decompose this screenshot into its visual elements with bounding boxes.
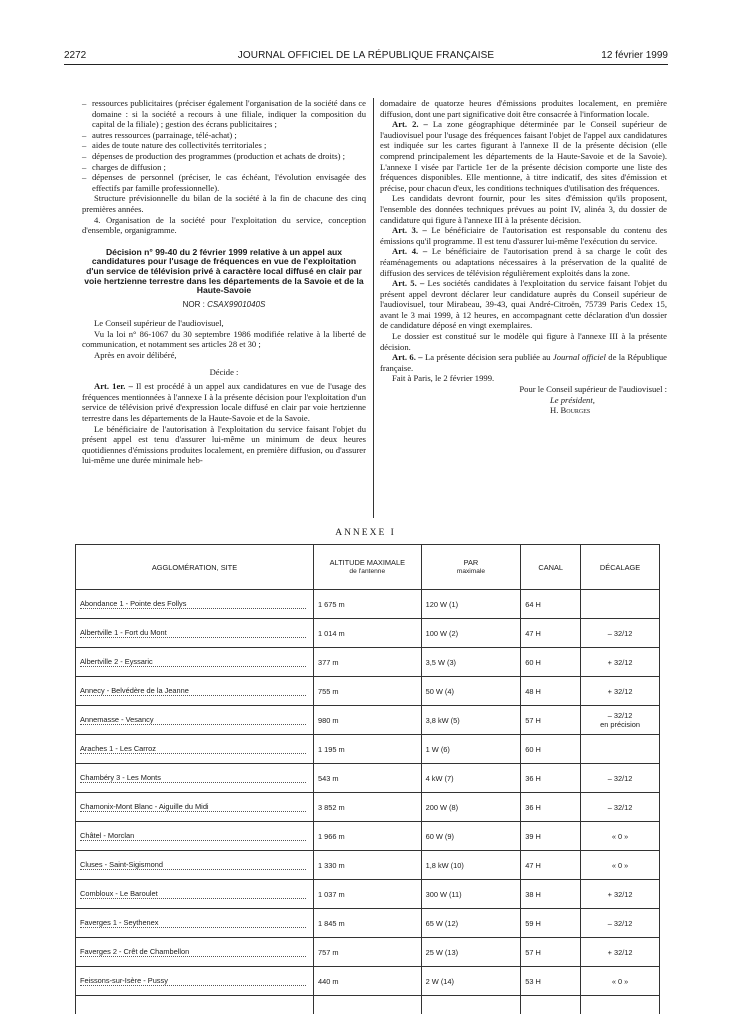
right-column xyxy=(380,98,667,416)
decalage-cell: – 32/12 xyxy=(581,793,660,822)
site-cell: Chambéry 3 - Les Monts xyxy=(76,764,314,793)
altitude-cell: 1 675 m xyxy=(313,590,421,619)
table-row xyxy=(76,764,660,793)
apres-line: Après en avoir délibéré, xyxy=(82,350,366,361)
canal-cell: 57 H xyxy=(521,706,581,735)
table-row xyxy=(76,735,660,764)
list-item: – aides de toute nature des collectivités territoriales ; xyxy=(82,140,366,151)
altitude-cell: 377 m xyxy=(313,648,421,677)
table-row xyxy=(76,967,660,996)
empty-cell xyxy=(76,996,314,1014)
canal-cell: 64 H xyxy=(521,590,581,619)
journal-title: JOURNAL OFFICIEL DE LA RÉPUBLIQUE FRANÇAISE xyxy=(64,50,668,61)
article-label: Art. 4. – xyxy=(392,246,427,256)
site-cell: Faverges 2 - Crêt de Chambellon xyxy=(76,938,314,967)
annex-table xyxy=(75,544,660,1014)
par-cell: 25 W (13) xyxy=(421,938,521,967)
canal-cell: 36 H xyxy=(521,793,581,822)
signature-line: Pour le Conseil supérieur de l'audiovisuel : xyxy=(380,384,667,395)
altitude-cell: 1 966 m xyxy=(313,822,421,851)
site-cell: Châtel - Morclan xyxy=(76,822,314,851)
article-2-paragraph-2: Les candidats devront fournir, pour les sites d'émission qu'ils proposent, l'ensemble des données techniques prévues au point IV, alinéa 3, du dossier de candidature qui figure à l'annexe III à la présente décision. xyxy=(380,193,667,225)
table-row xyxy=(76,909,660,938)
par-cell: 1,8 kW (10) xyxy=(421,851,521,880)
site-cell: Annemasse - Vesancy xyxy=(76,706,314,735)
decide-line: Décide : xyxy=(82,367,366,378)
site-cell: Abondance 1 - Pointe des Follys xyxy=(76,590,314,619)
altitude-cell: 1 845 m xyxy=(313,909,421,938)
altitude-cell: 757 m xyxy=(313,938,421,967)
continued-paragraph: domadaire de quatorze heures d'émissions produites localement, en première diffusion, dont une part significative doit être consacrée à l'information locale. xyxy=(380,98,667,119)
altitude-cell: 1 195 m xyxy=(313,735,421,764)
table-row xyxy=(76,706,660,735)
empty-cell xyxy=(313,996,421,1014)
par-cell: 3,8 kW (5) xyxy=(421,706,521,735)
par-cell: 50 W (4) xyxy=(421,677,521,706)
altitude-cell: 1 330 m xyxy=(313,851,421,880)
article-1: Art. 1er. – Il est procédé à un appel aux candidatures en vue de l'usage des fréquences mentionnées à l'annexe I à la présente décision pour l'exploitation d'un service de télévision privé d'expression locale diffusé en clair par voie hertzienne terrestre dans les départements de la Haute-Savoie et de la Savoie. xyxy=(82,381,366,423)
site-cell: Albertville 1 - Fort du Mont xyxy=(76,619,314,648)
page-header xyxy=(64,50,668,64)
decalage-cell: « 0 » xyxy=(581,822,660,851)
site-cell: Feissons-sur-Isère - Pussy xyxy=(76,967,314,996)
list-item: – charges de diffusion ; xyxy=(82,162,366,173)
canal-cell: 57 H xyxy=(521,938,581,967)
list-item: – dépenses de production des programmes (production et achats de droits) ; xyxy=(82,151,366,162)
canal-cell: 36 H xyxy=(521,764,581,793)
article-label: Art. 6. – xyxy=(392,352,423,362)
article-6: Art. 6. – La présente décision sera publiée au Journal officiel de la République française. xyxy=(380,352,667,373)
table-row xyxy=(76,822,660,851)
altitude-cell: 543 m xyxy=(313,764,421,793)
header-altitude: ALTITUDE MAXIMALE de l'antenne xyxy=(313,545,421,590)
par-cell: 4 kW (7) xyxy=(421,764,521,793)
annex-title: ANNEXE I xyxy=(0,528,731,538)
article-2: Art. 2. – La zone géographique déterminée par le Conseil supérieur de l'audiovisuel pour l'usage des fréquences faisant l'objet de l'appel aux candidatures est indiquée sur les cartes figurant à l'annexe II de la présente décision (elle comprend principalement les départements de la Haute-Savoie et de la Savoie). L'annexe I visée par l'article 1er de la présente décision comporte une liste des fréquences disponibles. Elle mentionne, à titre indicatif, des sites d'émission et précise, pour chacun d'eux, les conditions techniques d'utilisation des fréquences. xyxy=(380,119,667,193)
decalage-cell: – 32/12 xyxy=(581,764,660,793)
canal-cell: 38 H xyxy=(521,880,581,909)
par-cell: 100 W (2) xyxy=(421,619,521,648)
canal-cell: 60 H xyxy=(521,648,581,677)
list-item: – dépenses de personnel (préciser, le cas échéant, l'évolution envisagée des effectifs par famille professionnelle). xyxy=(82,172,366,193)
site-cell: Annecy - Belvédère de la Jeanne xyxy=(76,677,314,706)
par-cell: 65 W (12) xyxy=(421,909,521,938)
header-site: AGGLOMÉRATION, SITE xyxy=(76,545,314,590)
par-cell: 2 W (14) xyxy=(421,967,521,996)
decalage-cell xyxy=(581,590,660,619)
site-cell: Albertville 2 - Eyssaric xyxy=(76,648,314,677)
decalage-cell: – 32/12 xyxy=(581,909,660,938)
site-cell: Faverges 1 - Seythenex xyxy=(76,909,314,938)
canal-cell: 47 H xyxy=(521,619,581,648)
issue-date: 12 février 1999 xyxy=(601,50,668,61)
canal-cell: 48 H xyxy=(521,677,581,706)
table-row xyxy=(76,590,660,619)
canal-cell: 39 H xyxy=(521,822,581,851)
article-4: Art. 4. – Le bénéficiaire de l'autorisation prend à sa charge le coût des réaménagements ou adaptations nécessaires à la préservation de la qualité de diffusion des services de télévision régulièrement exploités dans la zone. xyxy=(380,246,667,278)
fait-line: Fait à Paris, le 2 février 1999. xyxy=(380,373,667,384)
decalage-cell: + 32/12 xyxy=(581,677,660,706)
site-cell: Combloux - Le Baroulet xyxy=(76,880,314,909)
article-label: Art. 3. – xyxy=(392,225,427,235)
table-row xyxy=(76,793,660,822)
par-cell: 1 W (6) xyxy=(421,735,521,764)
table-row xyxy=(76,880,660,909)
table-row xyxy=(76,851,660,880)
altitude-cell: 1 037 m xyxy=(313,880,421,909)
article-label: Art. 1er. – xyxy=(94,381,133,391)
signature-name: H. Bourges xyxy=(380,405,667,416)
empty-cell xyxy=(521,996,581,1014)
table-row xyxy=(76,677,660,706)
decalage-cell: + 32/12 xyxy=(581,648,660,677)
altitude-cell: 440 m xyxy=(313,967,421,996)
nor-reference: NOR : CSAX9901040S xyxy=(82,300,366,311)
decalage-cell: « 0 » xyxy=(581,967,660,996)
empty-cell xyxy=(581,996,660,1014)
decalage-cell: + 32/12 xyxy=(581,938,660,967)
signature-role: Le président, xyxy=(380,395,667,406)
article-1-paragraph-2: Le bénéficiaire de l'autorisation à l'exploitation du service faisant l'objet du présent appel est tenu d'assurer lui-même un minimum de deux heures quotidiennes d'émissions produites localement, en première diffusion, ou d'assurer lui-même une durée minimale heb- xyxy=(82,424,366,466)
par-cell: 3,5 W (3) xyxy=(421,648,521,677)
par-cell: 200 W (8) xyxy=(421,793,521,822)
table-row-partial xyxy=(76,996,660,1014)
site-cell: Cluses - Saint-Sigismond xyxy=(76,851,314,880)
table-row xyxy=(76,648,660,677)
left-column xyxy=(82,98,366,466)
canal-cell: 53 H xyxy=(521,967,581,996)
par-cell: 120 W (1) xyxy=(421,590,521,619)
list-item: – autres ressources (parrainage, télé-achat) ; xyxy=(82,130,366,141)
journal-officiel-ref: Journal officiel xyxy=(553,352,606,362)
article-5-paragraph-2: Le dossier est constitué sur le modèle qui figure à l'annexe III à la présente décision. xyxy=(380,331,667,352)
page-number: 2272 xyxy=(64,50,86,61)
altitude-cell: 755 m xyxy=(313,677,421,706)
article-5: Art. 5. – Les sociétés candidates à l'exploitation du service faisant l'objet du présent appel devront déclarer leur candidature auprès du Conseil supérieur de l'audiovisuel, tour Mirabeau, 39-43, quai André-Citroën, 75739 Paris Cedex 15, avant le 3 mai 1999, à 12 heures, en accompagnant cette déclaration d'un dossier de candidature déposé en vingt exemplaires. xyxy=(380,278,667,331)
article-label: Art. 5. – xyxy=(392,278,424,288)
canal-cell: 60 H xyxy=(521,735,581,764)
header-decalage: DÉCALAGE xyxy=(581,545,660,590)
header-rule xyxy=(64,64,668,65)
header-canal: CANAL xyxy=(521,545,581,590)
site-cell: Araches 1 - Les Carroz xyxy=(76,735,314,764)
column-separator xyxy=(373,98,374,518)
decalage-cell xyxy=(581,735,660,764)
article-label: Art. 2. – xyxy=(392,119,428,129)
decalage-cell: « 0 » xyxy=(581,851,660,880)
site-cell: Chamonix-Mont Blanc - Aiguille du Midi xyxy=(76,793,314,822)
altitude-cell: 980 m xyxy=(313,706,421,735)
decalage-cell: – 32/12 en précision xyxy=(581,706,660,735)
table-row xyxy=(76,938,660,967)
conseil-line: Le Conseil supérieur de l'audiovisuel, xyxy=(82,318,366,329)
list-item: – ressources publicitaires (préciser également l'organisation de la société dans ce domaine : si la société a recours à une filiale, indiquer la composition du capital de la filiale) ; gestion des écrans publicitaires ; xyxy=(82,98,366,130)
article-3: Art. 3. – Le bénéficiaire de l'autorisation est responsable du contenu des émissions qu'il programme. Il est tenu d'assurer lui-même l'exécution du service. xyxy=(380,225,667,246)
vu-paragraph: Vu la loi n° 86-1067 du 30 septembre 1986 modifiée relative à la liberté de communication, et notamment ses articles 28 et 30 ; xyxy=(82,329,366,350)
header-par: PAR maximale xyxy=(421,545,521,590)
canal-cell: 59 H xyxy=(521,909,581,938)
decalage-cell: + 32/12 xyxy=(581,880,660,909)
empty-cell xyxy=(421,996,521,1014)
table-row xyxy=(76,619,660,648)
par-cell: 300 W (11) xyxy=(421,880,521,909)
nor-code: CSAX9901040S xyxy=(207,300,265,309)
point-4: 4. Organisation de la société pour l'exploitation du service, conception d'ensemble, organigramme. xyxy=(82,215,366,236)
decalage-cell: – 32/12 xyxy=(581,619,660,648)
structure-paragraph: Structure prévisionnelle du bilan de la société à la fin de chacune des cinq premières années. xyxy=(82,193,366,214)
par-cell: 60 W (9) xyxy=(421,822,521,851)
altitude-cell: 3 852 m xyxy=(313,793,421,822)
decision-title: Décision n° 99-40 du 2 février 1999 relative à un appel aux candidatures pour l'usage de fréquences en vue de l'exploitation d'un service de télévision privé à caractère local diffusé en clair par voie hertzienne terrestre dans les départements de la Savoie et de la Haute-Savoie xyxy=(82,248,366,296)
table-header-row xyxy=(76,545,660,590)
canal-cell: 47 H xyxy=(521,851,581,880)
altitude-cell: 1 014 m xyxy=(313,619,421,648)
